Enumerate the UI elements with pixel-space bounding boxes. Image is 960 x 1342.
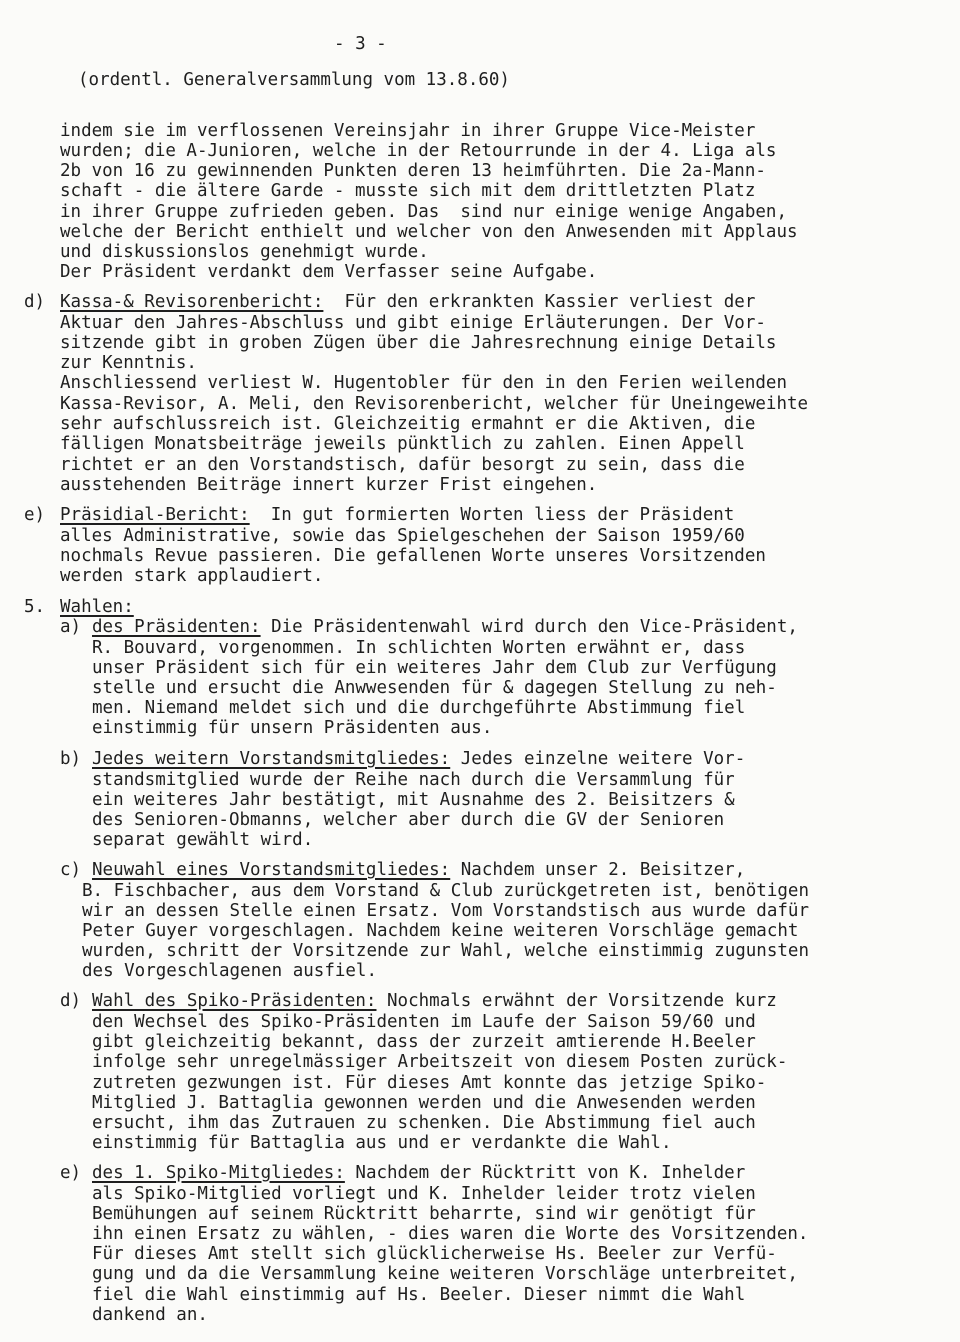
section-first-line <box>92 1163 745 1183</box>
paragraph-line: alles Administrative, sowie das Spielgeschehen der Saison 1959/60 <box>60 526 745 546</box>
section-first-line <box>92 860 745 880</box>
paragraph-line: separat gewählt wird. <box>92 830 314 850</box>
section-text: In gut formierten Worten liess der Präsident <box>249 505 735 525</box>
section-label: e) <box>24 505 46 525</box>
paragraph-line: Peter Guyer vorgeschlagen. Nachdem keine weiteren Vorschläge gemacht <box>82 921 799 941</box>
paragraph-line: unser Präsident sich für ein weiteres Jahr dem Club zur Verfügung <box>92 658 777 678</box>
paragraph-line: gibt gleichzeitig bekannt, dass der zurzeit amtierende H.Beeler <box>92 1032 756 1052</box>
paragraph-line: richtet er an den Vorstandstisch, dafür besorgt zu sein, dass die <box>60 455 745 475</box>
section-title: Wahlen: <box>60 597 134 617</box>
section-label: d) <box>60 991 82 1011</box>
paragraph-line: stelle und ersucht die Anwwesenden für & dagegen Stellung zu neh- <box>92 678 777 698</box>
section-first-line <box>92 991 777 1011</box>
paragraph-line: den Wechsel des Spiko-Präsidenten im Laufe der Saison 59/60 und <box>92 1012 756 1032</box>
section-text: Für den erkrankten Kassier verliest der <box>323 292 756 312</box>
paragraph-line: wir an dessen Stelle einen Ersatz. Vom Vorstandstisch aus wurde dafür <box>82 901 809 921</box>
paragraph-line: fälligen Monatsbeiträge jeweils pünktlich zu zahlen. Einen Appell <box>60 434 745 454</box>
document-heading: (ordentl. Generalversammlung vom 13.8.60) <box>78 70 510 90</box>
section-number: 5. <box>24 597 46 617</box>
paragraph-line: wurden, schritt der Vorsitzende zur Wahl, welche einstimmig zugunsten <box>82 941 809 961</box>
section-text: Nochmals erwähnt der Vorsitzende kurz <box>376 991 777 1011</box>
paragraph-line: fiel die Wahl einstimmig auf Hs. Beeler. Dieser nimmt die Wahl <box>92 1285 746 1305</box>
section-label: c) <box>60 860 82 880</box>
paragraph-line: wurden; die A-Junioren, welche in der Retourrunde in der 4. Liga als <box>60 141 777 161</box>
paragraph-line: Bemühungen auf seinem Rücktritt beharrte, sind wir genötigt für <box>92 1204 756 1224</box>
section-title: Neuwahl eines Vorstandsmitgliedes: <box>92 860 451 880</box>
paragraph-line: sehr aufschlussreich ist. Gleichzeitig ermahnt er die Aktiven, die <box>60 414 756 434</box>
paragraph-line: ersucht, ihm das Zutrauen zu schenken. Die Abstimmung fiel auch <box>92 1113 756 1133</box>
paragraph-line: Für dieses Amt stellt sich glücklicherweise Hs. Beeler zur Verfü- <box>92 1244 777 1264</box>
section-title: Präsidial-Bericht: <box>60 505 250 525</box>
page-number: - 3 - <box>334 34 387 54</box>
section-label: e) <box>60 1163 82 1183</box>
section-title-line <box>60 597 134 617</box>
paragraph-line: nochmals Revue passieren. Die gefallenen Worte unseres Vorsitzenden <box>60 546 766 566</box>
section-title: des 1. Spiko-Mitgliedes: <box>92 1163 345 1183</box>
section-first-line <box>60 505 734 525</box>
paragraph-line: gung und da die Versammlung keine weiteren Vorschläge unterbreitet, <box>92 1264 798 1284</box>
paragraph-line: schaft - die ältere Garde - musste sich mit dem drittletzten Platz <box>60 181 756 201</box>
section-text: Nachdem der Rücktritt von K. Inhelder <box>344 1163 746 1183</box>
paragraph-line: des Senioren-Obmanns, welcher aber durch die GV der Senioren <box>92 810 725 830</box>
section-first-line <box>92 617 798 637</box>
paragraph-line: dankend an. <box>92 1305 208 1325</box>
paragraph-line: R. Bouvard, vorgenommen. In schlichten Worten erwähnt er, dass <box>92 638 746 658</box>
paragraph-line: des Vorgeschlagenen ausfiel. <box>82 961 378 981</box>
paragraph-line: Kassa-Revisor, A. Meli, den Revisorenbericht, welcher für Uneingeweihte <box>60 394 809 414</box>
section-text: Jedes einzelne weitere Vor- <box>450 749 746 769</box>
paragraph-line: ein weiteres Jahr bestätigt, mit Ausnahme des 2. Beisitzers & <box>92 790 735 810</box>
paragraph-line: zur Kenntnis. <box>60 353 197 373</box>
paragraph-line: zutreten gezwungen ist. Für dieses Amt konnte das jetzige Spiko- <box>92 1073 767 1093</box>
section-label: a) <box>60 617 82 637</box>
section-first-line <box>60 292 755 312</box>
paragraph-line: B. Fischbacher, aus dem Vorstand & Club zurückgetreten ist, benötigen <box>82 881 809 901</box>
paragraph-line: men. Niemand meldet sich und die durchgeführte Abstimmung fiel <box>92 698 746 718</box>
paragraph-line: ihn einen Ersatz zu wählen, - dies waren die Worte des Vorsitzenden. <box>92 1224 809 1244</box>
section-label: d) <box>24 292 46 312</box>
paragraph-line: 2b von 16 zu gewinnenden Punkten deren 13 heimführten. Die 2a-Mann- <box>60 161 766 181</box>
paragraph-line: in ihrer Gruppe zufrieden geben. Das sind nur einige wenige Angaben, <box>60 202 787 222</box>
section-title: Jedes weitern Vorstandsmitgliedes: <box>92 749 451 769</box>
paragraph-line: Aktuar den Jahres-Abschluss und gibt einige Erläuterungen. Der Vor- <box>60 313 766 333</box>
paragraph-line: indem sie im verflossenen Vereinsjahr in ihrer Gruppe Vice-Meister <box>60 121 756 141</box>
paragraph-line: Anschliessend verliest W. Hugentobler für den in den Ferien weilenden <box>60 373 787 393</box>
section-text: Die Präsidentenwahl wird durch den Vice-Präsident, <box>260 617 798 637</box>
paragraph-line: werden stark applaudiert. <box>60 566 324 586</box>
paragraph-line: und diskussionslos genehmigt wurde. <box>60 242 429 262</box>
paragraph-line: Mitglied J. Battaglia gewonnen werden und die Anwesenden werden <box>92 1093 756 1113</box>
section-label: b) <box>60 749 82 769</box>
paragraph-line: infolge sehr unregelmässiger Arbeitszeit von diesem Posten zurück- <box>92 1052 788 1072</box>
section-title: des Präsidenten: <box>92 617 261 637</box>
section-first-line <box>92 749 745 769</box>
paragraph-line: standsmitglied wurde der Reihe nach durch die Versammlung für <box>92 770 735 790</box>
paragraph-line: einstimmig für Battaglia aus und er verdankte die Wahl. <box>92 1133 672 1153</box>
paragraph-line: sitzende gibt in groben Zügen über die Jahresrechnung einige Details <box>60 333 777 353</box>
section-title: Kassa-& Revisorenbericht: <box>60 292 324 312</box>
section-text: Nachdem unser 2. Beisitzer, <box>450 860 746 880</box>
paragraph-line: als Spiko-Mitglied vorliegt und K. Inhelder leider trotz vielen <box>92 1184 756 1204</box>
section-title: Wahl des Spiko-Präsidenten: <box>92 991 377 1011</box>
paragraph-line: Der Präsident verdankt dem Verfasser seine Aufgabe. <box>60 262 598 282</box>
paragraph-line: einstimmig für unsern Präsidenten aus. <box>92 718 493 738</box>
paragraph-line: ausstehenden Beiträge innert kurzer Frist eingehen. <box>60 475 598 495</box>
paragraph-line: welche der Bericht enthielt und welcher von den Anwesenden mit Applaus <box>60 222 798 242</box>
